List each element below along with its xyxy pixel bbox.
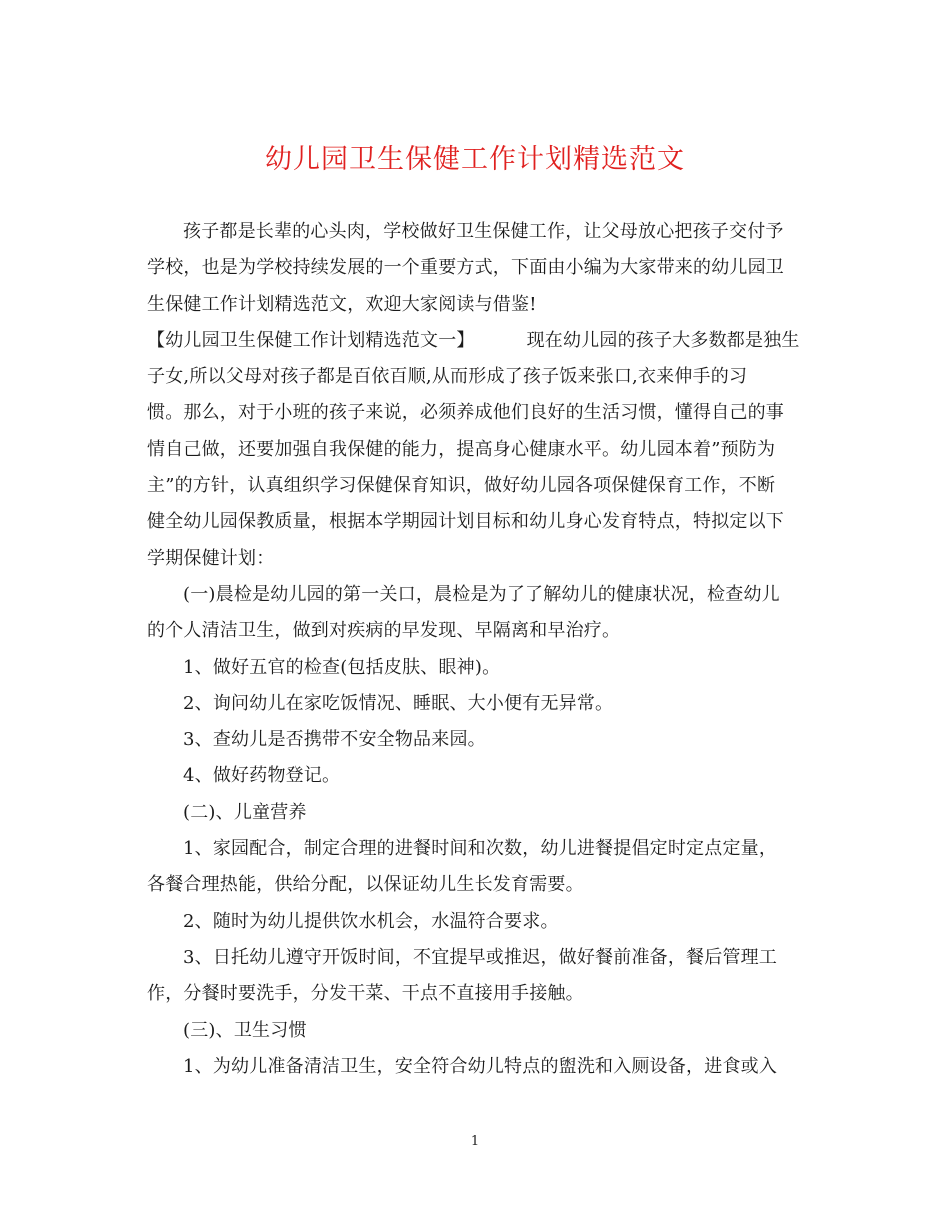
paragraph-line: 生保健工作计划精选范文，欢迎大家阅读与借鉴! (147, 293, 537, 315)
paragraph-line: 学校，也是为学校持续发展的一个重要方式，下面由小编为大家带来的幼儿园卫 (147, 257, 784, 279)
paragraph-line: 情自己做，还要加强自我保健的能力，提高身心健康水平。幼儿园本着”预防为 (147, 438, 776, 460)
paragraph-line: 子女,所以父母对孩子都是百依百顺,从而形成了孩子饭来张口,衣来伸手的习 (147, 366, 748, 388)
paragraph-line: 主”的方针，认真组织学习保健保育知识，做好幼儿园各项保健保育工作，不断 (147, 475, 776, 497)
list-item: 3、日托幼儿遵守开饭时间，不宜提早或推迟，做好餐前准备，餐后管理工 (183, 946, 778, 968)
paragraph-text: 现在幼儿园的孩子大多数都是独生 (526, 329, 800, 351)
list-item: 1、家园配合，制定合理的进餐时间和次数，幼儿进餐提倡定时定点定量， (183, 838, 778, 860)
paragraph-line: 惯。那么，对于小班的孩子来说，必须养成他们良好的生活习惯，懂得自己的事 (147, 402, 784, 424)
list-item: 2、询问幼儿在家吃饭情况、睡眠、大小便有无异常。 (183, 692, 614, 714)
paragraph-line: 健全幼儿园保教质量，根据本学期园计划目标和幼儿身心发育特点，特拟定以下 (147, 511, 784, 533)
paragraph-line: 学期保健计划： (147, 547, 275, 569)
section-heading: 【幼儿园卫生保健工作计划精选范文一】 (147, 329, 475, 351)
paragraph-line: 各餐合理热能，供给分配，以保证幼儿生长发育需要。 (147, 874, 584, 896)
list-item: 2、随时为幼儿提供饮水机会，水温符合要求。 (183, 910, 559, 932)
document-title: 幼儿园卫生保健工作计划精选范文 (265, 144, 685, 175)
page-number: 1 (470, 1134, 480, 1149)
list-item: 3、查幼儿是否携带不安全物品来园。 (183, 729, 486, 751)
paragraph-line: 的个人清洁卫生，做到对疾病的早发现、早隔离和早治疗。 (147, 620, 621, 642)
section-heading: (三)、卫生习惯 (183, 1019, 307, 1041)
list-item: 1、为幼儿准备清洁卫生，安全符合幼儿特点的盥洗和入厕设备，进食或入 (183, 1055, 778, 1077)
paragraph-line: 作，分餐时要洗手，分发干菜、干点不直接用手接触。 (147, 983, 584, 1005)
list-item: 4、做好药物登记。 (183, 765, 341, 787)
paragraph-line: 孩子都是长辈的心头肉，学校做好卫生保健工作，让父母放心把孩子交付予 (183, 221, 784, 242)
paragraph-line (147, 323, 802, 359)
list-item: 1、做好五官的检查(包括皮肤、眼神)。 (183, 656, 501, 678)
section-heading: (二)、儿童营养 (183, 801, 307, 823)
document-body (147, 214, 802, 1085)
paragraph-line: (一)晨检是幼儿园的第一关口，晨检是为了了解幼儿的健康状况，检查幼儿 (183, 583, 780, 605)
